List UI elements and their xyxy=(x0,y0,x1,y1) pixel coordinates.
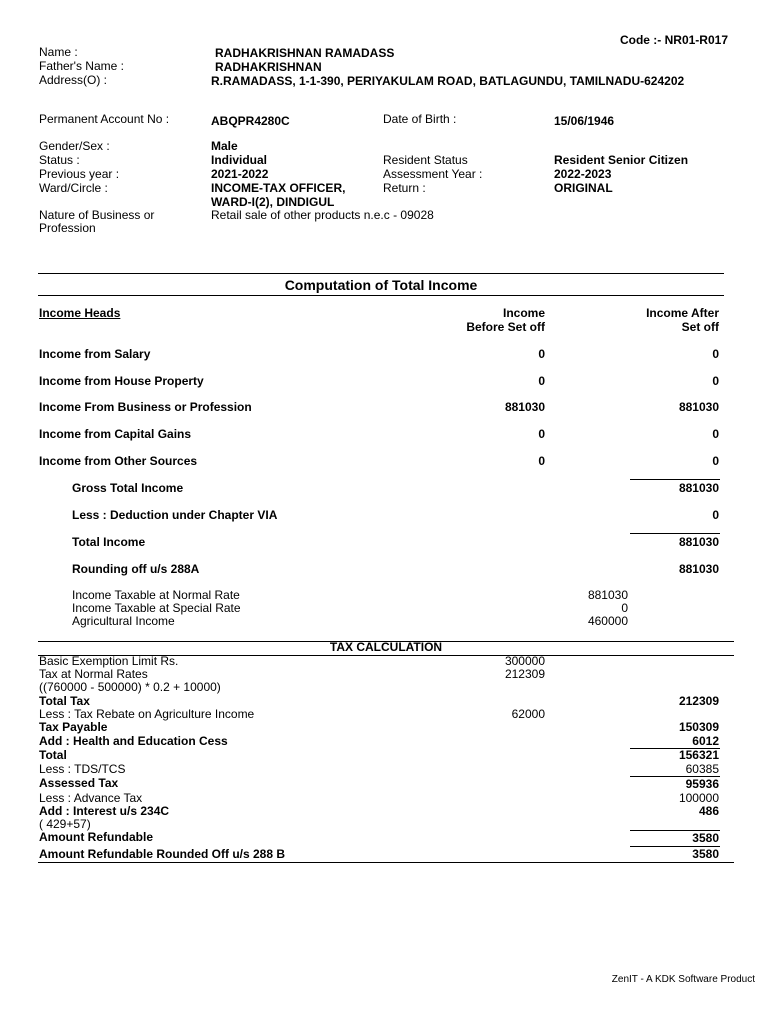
interest-detail: ( 429+57) xyxy=(39,817,91,831)
tax-formula: ((760000 - 500000) * 0.2 + 10000) xyxy=(39,680,221,694)
ward-line-1: INCOME-TAX OFFICER, xyxy=(211,181,346,195)
total-label: Total xyxy=(39,748,67,762)
refundable-rounded-value: 3580 xyxy=(692,847,719,861)
pan-label: Permanent Account No : xyxy=(39,112,170,126)
total-income-label: Total Income xyxy=(72,535,146,549)
gross-total-label: Gross Total Income xyxy=(72,481,184,495)
cess-label: Add : Health and Education Cess xyxy=(39,734,228,748)
nature-label-1: Nature of Business or xyxy=(39,208,155,222)
assessment-year-label: Assessment Year : xyxy=(383,167,483,181)
refundable-value: 3580 xyxy=(692,831,719,845)
col-after-2: Set off xyxy=(681,320,719,334)
agricultural-income-value: 460000 xyxy=(587,614,628,628)
exemption-value: 300000 xyxy=(504,654,545,668)
tds-value: 60385 xyxy=(685,762,719,776)
income-row-label: Income from House Property xyxy=(39,374,204,388)
assessee-name: RADHAKRISHNAN RAMADASS xyxy=(215,46,395,60)
assessment-year: 2022-2023 xyxy=(554,167,612,181)
rounding-label: Rounding off u/s 288A xyxy=(72,562,200,576)
income-row-after: 0 xyxy=(712,374,719,388)
father-name-label: Father's Name : xyxy=(39,59,124,73)
deduction-label: Less : Deduction under Chapter VIA xyxy=(72,508,278,522)
normal-rate-label: Income Taxable at Normal Rate xyxy=(72,588,240,602)
income-row-before: 0 xyxy=(538,374,545,388)
name-label: Name : xyxy=(39,45,78,59)
return-label: Return : xyxy=(383,181,426,195)
assessed-tax-label: Assessed Tax xyxy=(39,776,119,790)
ward-line-2: WARD-I(2), DINDIGUL xyxy=(211,195,335,209)
total-tax-label: Total Tax xyxy=(39,694,90,708)
income-row-after: 0 xyxy=(712,347,719,361)
divider-top xyxy=(38,273,724,274)
status-label: Status : xyxy=(39,153,80,167)
income-row-after: 0 xyxy=(712,454,719,468)
nature-of-business: Retail sale of other products n.e.c - 09028 xyxy=(211,208,434,222)
refundable-label: Amount Refundable xyxy=(39,830,153,844)
normal-rate-value: 881030 xyxy=(587,588,628,602)
document-code: Code :- NR01-R017 xyxy=(619,33,728,47)
normal-rates-value: 212309 xyxy=(504,667,545,681)
computation-title: Computation of Total Income xyxy=(284,277,478,293)
gross-rule xyxy=(630,479,720,480)
total-income-value: 881030 xyxy=(678,535,719,549)
income-row-after: 0 xyxy=(712,427,719,441)
advance-tax-value: 100000 xyxy=(678,791,719,805)
income-row-label: Income from Other Sources xyxy=(39,454,198,468)
income-row-label: Income from Salary xyxy=(39,347,151,361)
gender-label: Gender/Sex : xyxy=(39,139,110,153)
interest-label: Add : Interest u/s 234C xyxy=(39,804,170,818)
assessed-tax-value: 95936 xyxy=(685,777,719,791)
status: Individual xyxy=(211,153,268,167)
divider-bottom xyxy=(38,862,734,863)
total-income-rule xyxy=(630,533,720,534)
return-type: ORIGINAL xyxy=(554,181,613,195)
agricultural-income-label: Agricultural Income xyxy=(72,614,175,628)
dob-label: Date of Birth : xyxy=(383,112,457,126)
advance-tax-label: Less : Advance Tax xyxy=(39,791,143,805)
pan: ABQPR4280C xyxy=(211,114,290,128)
address-label: Address(O) : xyxy=(39,73,108,87)
deduction-value: 0 xyxy=(712,508,719,522)
income-row-before: 0 xyxy=(538,347,545,361)
rebate-label: Less : Tax Rebate on Agriculture Income xyxy=(39,707,255,721)
resident-status: Resident Senior Citizen xyxy=(554,153,689,167)
special-rate-value: 0 xyxy=(621,601,628,615)
divider-title xyxy=(38,295,724,296)
tax-payable-value: 150309 xyxy=(678,720,719,734)
gross-total-value: 881030 xyxy=(678,481,719,495)
tax-calculation-title: TAX CALCULATION xyxy=(329,640,443,654)
refundable-rounded-label: Amount Refundable Rounded Off u/s 288 B xyxy=(39,847,286,861)
income-row-before: 881030 xyxy=(504,400,545,414)
previous-year: 2021-2022 xyxy=(211,167,269,181)
resident-status-label: Resident Status xyxy=(383,153,468,167)
father-name: RADHAKRISHNAN xyxy=(215,60,322,74)
income-row-before: 0 xyxy=(538,427,545,441)
income-row-after: 881030 xyxy=(678,400,719,414)
address: R.RAMADASS, 1-1-390, PERIYAKULAM ROAD, BATLAGUNDU, TAMILNADU-624202 xyxy=(211,74,685,88)
income-row-label: Income from Capital Gains xyxy=(39,427,192,441)
dob: 15/06/1946 xyxy=(554,114,615,128)
tds-label: Less : TDS/TCS xyxy=(39,762,126,776)
col-income-heads: Income Heads xyxy=(39,306,121,320)
total-tax-value: 212309 xyxy=(678,694,719,708)
footer-credit: ZenIT - A KDK Software Product xyxy=(611,974,755,985)
rounding-value: 881030 xyxy=(678,562,719,576)
nature-label-2: Profession xyxy=(39,221,96,235)
interest-value: 486 xyxy=(698,804,719,818)
cess-value: 6012 xyxy=(692,734,719,748)
normal-rates-label: Tax at Normal Rates xyxy=(39,667,148,681)
income-row-label: Income From Business or Profession xyxy=(39,400,252,414)
col-before-2: Before Set off xyxy=(466,320,545,334)
previous-year-label: Previous year : xyxy=(39,167,120,181)
tax-payable-label: Tax Payable xyxy=(39,720,108,734)
gender: Male xyxy=(211,139,238,153)
total-value: 156321 xyxy=(678,748,719,762)
rebate-value: 62000 xyxy=(511,707,545,721)
ward-label: Ward/Circle : xyxy=(39,181,108,195)
col-before-1: Income xyxy=(502,306,545,320)
special-rate-label: Income Taxable at Special Rate xyxy=(72,601,241,615)
col-after-1: Income After xyxy=(646,306,719,320)
exemption-label: Basic Exemption Limit Rs. xyxy=(39,654,179,668)
income-row-before: 0 xyxy=(538,454,545,468)
